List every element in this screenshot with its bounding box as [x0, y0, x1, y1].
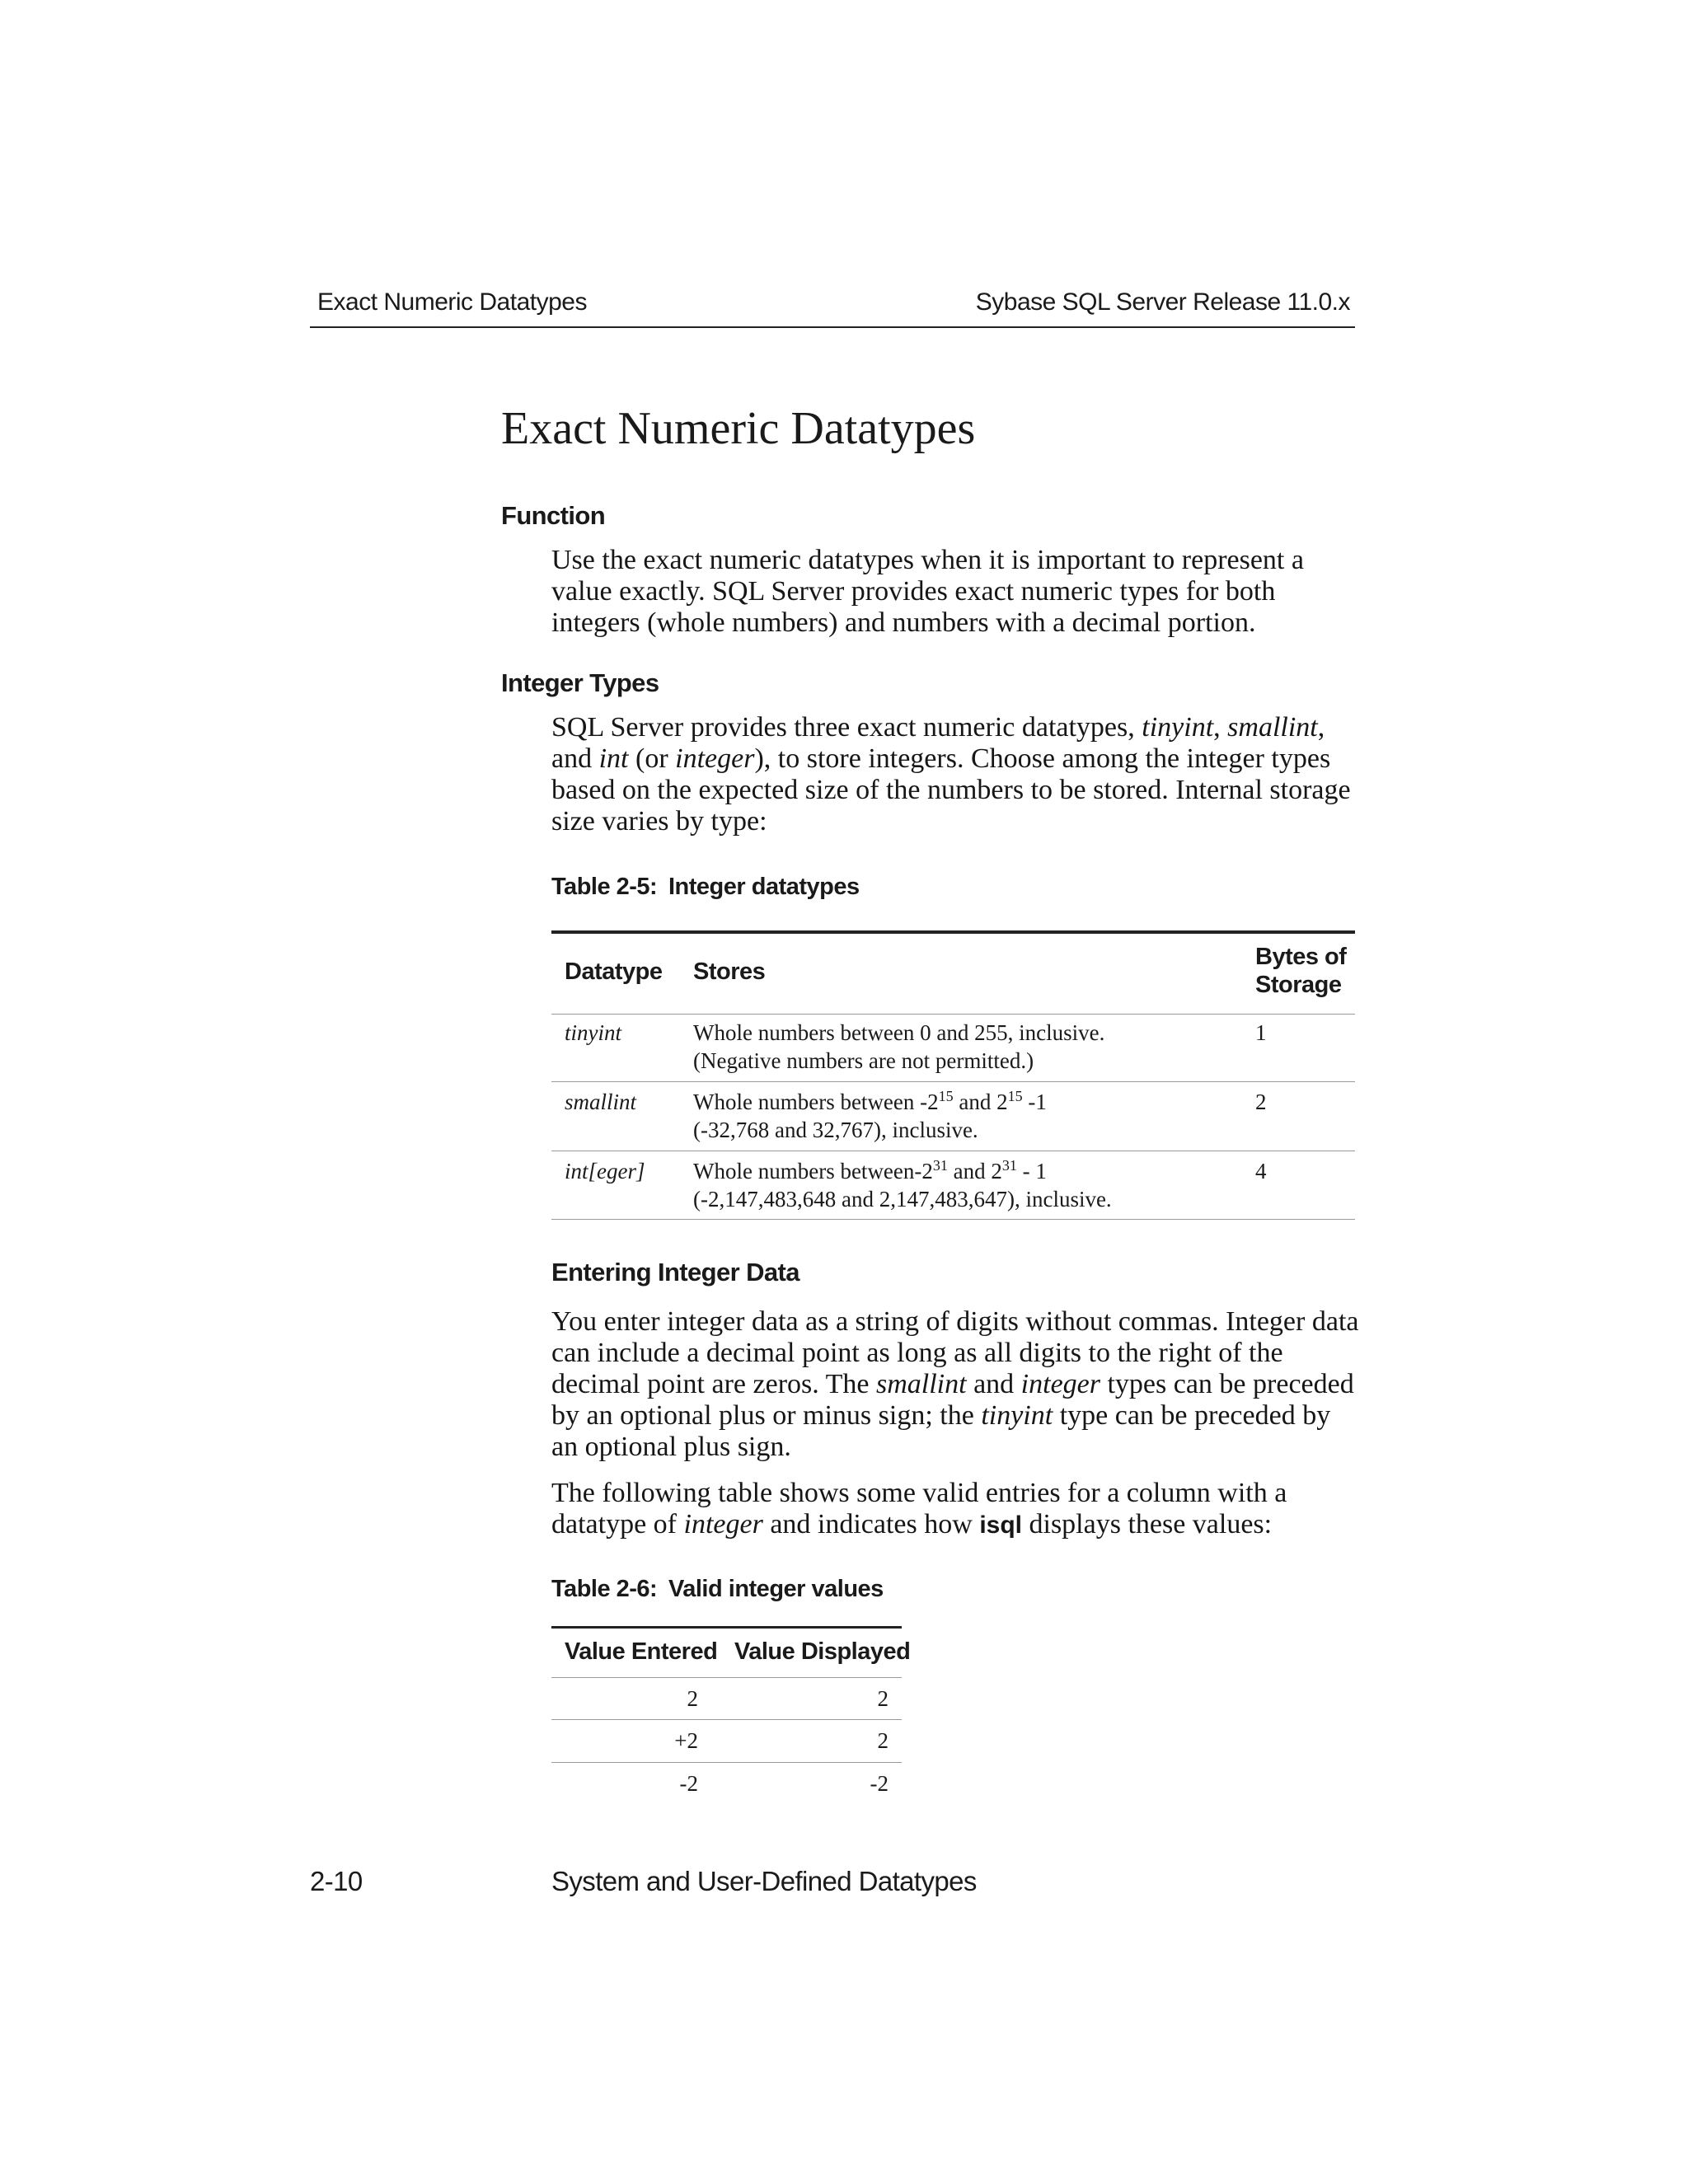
- term-int: int: [598, 743, 629, 774]
- row-divider: [551, 1081, 1355, 1082]
- value-displayed-cell: -2: [870, 1771, 889, 1796]
- entering-integer-heading: Entering Integer Data: [551, 1258, 799, 1286]
- exponent: 15: [1007, 1088, 1023, 1104]
- function-text: Use the exact numeric datatypes when it is important to represent a value exactly. SQL Server provides exact numeric types for both integers (whole numbers) and numbers with a decimal portion.: [551, 545, 1304, 638]
- exponent: 31: [932, 1157, 948, 1174]
- text-run: Whole numbers between -2: [693, 1090, 939, 1114]
- stores-line: [693, 1088, 1047, 1116]
- stores-cell: [693, 1019, 1104, 1075]
- term-smallint: smallint: [1227, 712, 1318, 743]
- text-run: and indicates how: [762, 1509, 980, 1540]
- term-integer: integer: [683, 1509, 763, 1540]
- text-run: - 1: [1016, 1159, 1047, 1183]
- function-paragraph: [551, 545, 1367, 639]
- text-run: type can be preceded by an optional plus sign.: [551, 1400, 1331, 1462]
- stores-cell: [693, 1088, 1047, 1144]
- text-run: You enter integer data as a string of digits without commas. Integer data can include a decimal point as long as all digits to the right of the decimal point are zeros. The: [551, 1306, 1359, 1399]
- bytes-cell: 4: [1255, 1159, 1267, 1183]
- datatype-cell: smallint: [565, 1090, 637, 1114]
- text-run: and: [966, 1369, 1021, 1399]
- value-entered-cell: +2: [674, 1728, 698, 1753]
- term-smallint: smallint: [876, 1369, 967, 1399]
- running-header-left: Exact Numeric Datatypes: [317, 288, 587, 316]
- text-run: and 2: [947, 1159, 1002, 1183]
- caption-title: Valid integer values: [668, 1576, 884, 1602]
- caption-number: Table 2-5:: [551, 874, 658, 900]
- integer-types-paragraph: [551, 712, 1367, 837]
- datatype-cell: tinyint: [565, 1020, 621, 1045]
- value-entered-cell: 2: [687, 1686, 698, 1711]
- term-tinyint: tinyint: [1142, 712, 1214, 743]
- table-top-rule: [551, 930, 1355, 934]
- page-number: 2-10: [310, 1866, 363, 1896]
- datatype-cell: int[eger]: [565, 1159, 645, 1183]
- text-run: The following table shows some valid entries for a column with a datatype of: [551, 1478, 1287, 1540]
- stores-line: (Negative numbers are not permitted.): [693, 1048, 1034, 1073]
- value-displayed-cell: 2: [877, 1686, 889, 1711]
- text-run: and 2: [953, 1090, 1008, 1114]
- row-divider: [551, 1719, 902, 1720]
- table-2-5-caption: [551, 874, 860, 901]
- col-header-stores: Stores: [693, 958, 766, 985]
- text-run: ), to store integers. Choose among the integer types based on the expected size of the numbers to be stored. Internal storage size varies by type:: [551, 743, 1351, 837]
- col-header-value-entered: Value Entered: [565, 1638, 718, 1665]
- table-bottom-rule: [551, 1219, 1355, 1220]
- text-run: -1: [1022, 1090, 1047, 1114]
- table-2-6-caption: [551, 1576, 884, 1603]
- function-heading: Function: [501, 501, 606, 530]
- entering-integer-paragraph-1: [551, 1306, 1359, 1463]
- caption-number: Table 2-6:: [551, 1576, 658, 1602]
- page-title: Exact Numeric Datatypes: [501, 403, 976, 454]
- stores-line: [693, 1157, 1112, 1185]
- header-divider: [551, 1677, 902, 1678]
- bytes-cell: 1: [1255, 1020, 1267, 1045]
- col-header-bytes-line1: Bytes of: [1255, 944, 1347, 970]
- term-tinyint: tinyint: [981, 1400, 1053, 1431]
- row-divider: [551, 1762, 902, 1763]
- col-header-bytes-line2: Storage: [1255, 972, 1342, 998]
- entering-integer-paragraph-2: [551, 1478, 1359, 1541]
- command-isql: isql: [979, 1511, 1022, 1539]
- bytes-cell: 2: [1255, 1090, 1267, 1114]
- term-integer: integer: [1020, 1369, 1100, 1399]
- text-run: (or: [628, 743, 676, 774]
- header-rule: [310, 326, 1355, 328]
- text-run: SQL Server provides three exact numeric datatypes,: [551, 712, 1142, 743]
- integer-types-heading: Integer Types: [501, 668, 659, 697]
- col-header-value-displayed: Value Displayed: [734, 1638, 911, 1665]
- text-run: types can be preceded by an optional plus or minus sign; the: [551, 1369, 1354, 1431]
- stores-line: Whole numbers between 0 and 255, inclusive.: [693, 1020, 1105, 1045]
- value-entered-cell: -2: [679, 1771, 698, 1796]
- exponent: 15: [938, 1088, 954, 1104]
- stores-line: (-2,147,483,648 and 2,147,483,647), inclusive.: [693, 1187, 1112, 1212]
- term-integer: integer: [675, 743, 755, 774]
- text-run: displays these values:: [1022, 1509, 1273, 1540]
- text-run: , and: [551, 712, 1325, 774]
- caption-title: Integer datatypes: [668, 874, 860, 900]
- header-divider: [551, 1014, 1355, 1015]
- text-run: Whole numbers between-2: [693, 1159, 933, 1183]
- table-top-rule: [551, 1626, 902, 1629]
- stores-cell: [693, 1157, 1112, 1213]
- col-header-bytes: [1255, 943, 1346, 999]
- running-header-right: Sybase SQL Server Release 11.0.x: [975, 288, 1350, 316]
- text-run: ,: [1213, 712, 1228, 743]
- chapter-title: System and User-Defined Datatypes: [551, 1866, 977, 1896]
- col-header-datatype: Datatype: [565, 958, 663, 985]
- exponent: 31: [1001, 1157, 1017, 1174]
- value-displayed-cell: 2: [877, 1728, 889, 1753]
- stores-line: (-32,768 and 32,767), inclusive.: [693, 1118, 978, 1142]
